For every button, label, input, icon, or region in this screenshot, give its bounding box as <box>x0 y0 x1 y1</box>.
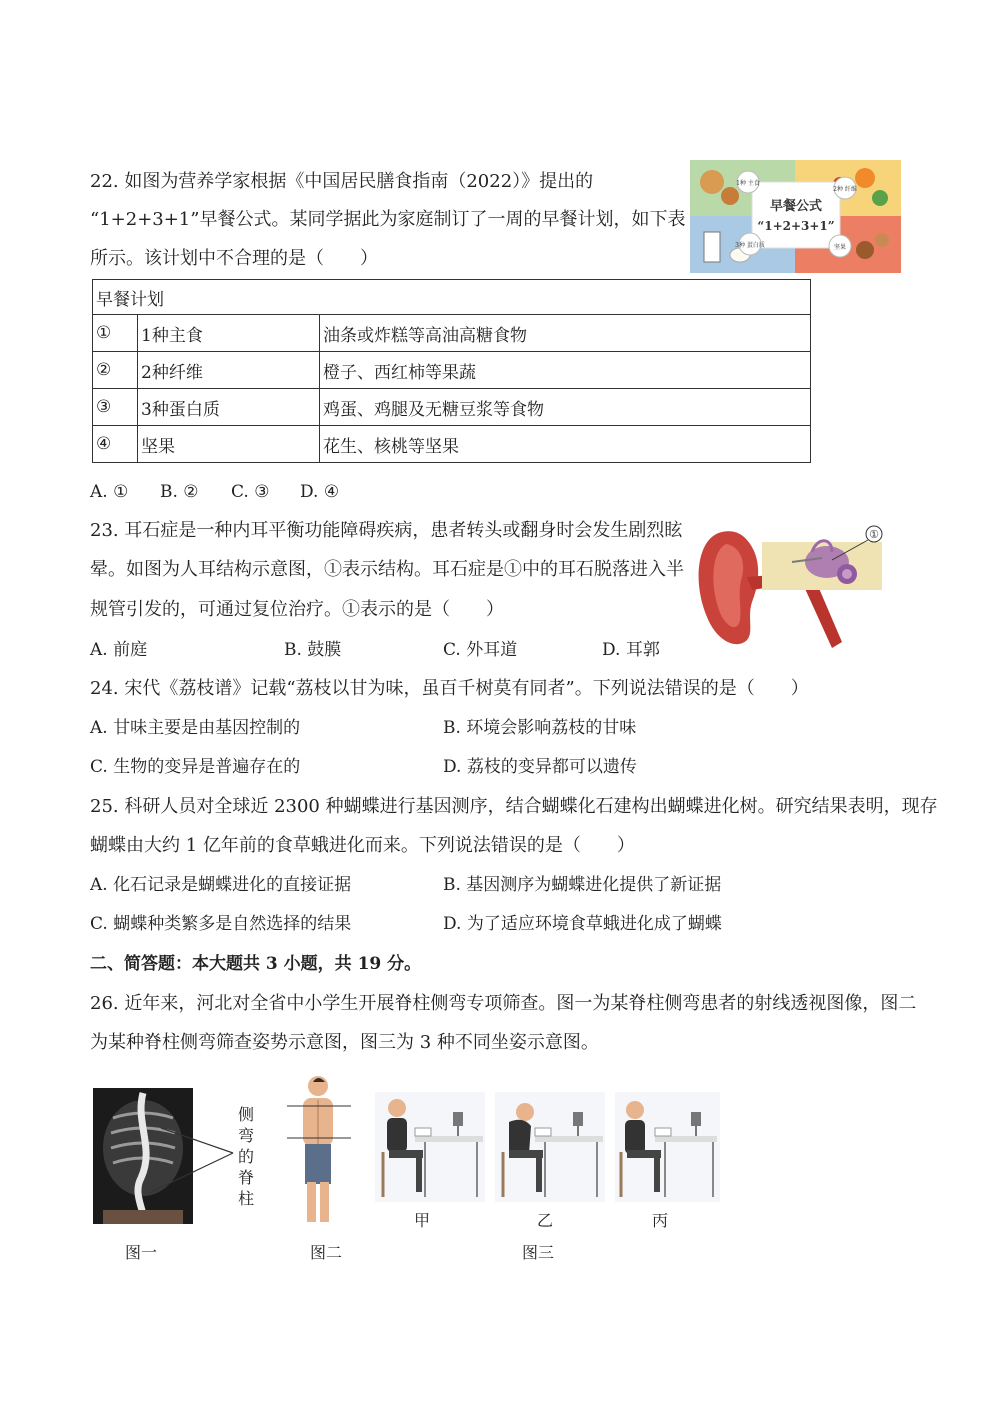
row-item: 坚果 <box>138 426 320 463</box>
q25-option-d[interactable]: D. 为了适应环境食草蛾进化成了蝴蝶 <box>443 914 722 934</box>
q22-option-d[interactable]: D. ④ <box>300 482 340 502</box>
q25-option-c[interactable]: C. 蝴蝶种类繁多是自然选择的结果 <box>90 914 352 934</box>
q24-option-c[interactable]: C. 生物的变异是普遍存在的 <box>90 757 301 777</box>
breakfast-br-label: 坚果 <box>833 244 847 251</box>
sitting-postures-figure <box>375 1092 720 1207</box>
q22-line-3: 所示。该计划中不合理的是（ ） <box>90 248 378 269</box>
breakfast-bl-label: 3种 蛋白质 <box>735 242 765 249</box>
figure-caption-2: 图二 <box>310 1243 343 1262</box>
standing-posture-figure <box>285 1072 355 1232</box>
q24-line-1: 24. 宋代《荔枝谱》记载“荔枝以甘为味，虽百千树莫有同者”。下列说法错误的是（ ） <box>90 678 809 699</box>
breakfast-plan-table <box>92 279 811 463</box>
posture-label-jia: 甲 <box>414 1211 431 1230</box>
row-number: ④ <box>93 426 138 463</box>
q23-line-2: 晕。如图为人耳结构示意图，①表示结构。耳石症是①中的耳石脱落进入半 <box>90 559 684 580</box>
breakfast-formula-text: “1+2+3+1” <box>757 219 835 233</box>
ear-label-1: ① <box>869 528 879 541</box>
q23-line-1: 23. 耳石症是一种内耳平衡功能障碍疾病，患者转头或翻身时会发生剧烈眩 <box>90 520 683 541</box>
spine-label-char: 柱 <box>237 1189 254 1208</box>
posture-jia-drawing <box>375 1092 485 1202</box>
q25-line-1: 25. 科研人员对全球近 2300 种蝴蝶进行基因测序，结合蝴蝶化石建构出蝴蝶进化树。研究结果表明，现存 <box>90 796 938 817</box>
spine-xray-figure <box>93 1088 258 1228</box>
spine-label-char: 侧 <box>237 1105 254 1124</box>
q23-option-b[interactable]: B. 鼓膜 <box>284 640 342 660</box>
spine-label-char: 的 <box>237 1147 254 1166</box>
q22-option-b[interactable]: B. ② <box>160 482 199 502</box>
spine-label <box>236 1104 256 1209</box>
q26-line-1: 26. 近年来，河北对全省中小学生开展脊柱侧弯专项筛查。图一为某脊柱侧弯患者的射线透视图像，图二 <box>90 993 917 1014</box>
q26-line-2: 为某种脊柱侧弯筛查姿势示意图，图三为 3 种不同坐姿示意图。 <box>90 1032 599 1053</box>
table-row <box>93 426 811 463</box>
row-number: ③ <box>93 389 138 426</box>
q22-option-a[interactable]: A. ① <box>90 482 129 502</box>
q22-line-2: “1+2+3+1”早餐公式。某同学据此为家庭制订了一周的早餐计划，如下表 <box>90 209 686 230</box>
figure-caption-3: 图三 <box>522 1243 555 1262</box>
q25-option-b[interactable]: B. 基因测序为蝴蝶进化提供了新证据 <box>443 875 722 895</box>
q23-option-d[interactable]: D. 耳郭 <box>602 640 660 660</box>
q25-option-a[interactable]: A. 化石记录是蝴蝶进化的直接证据 <box>90 875 352 895</box>
q24-option-d[interactable]: D. 荔枝的变异都可以遗传 <box>443 757 637 777</box>
row-description: 花生、核桃等坚果 <box>320 426 811 463</box>
row-item: 2种纤维 <box>138 352 320 389</box>
q24-option-b[interactable]: B. 环境会影响荔枝的甘味 <box>443 718 637 738</box>
posture-label-yi: 乙 <box>537 1211 554 1230</box>
q25-line-2: 蝴蝶由大约 1 亿年前的食草蛾进化而来。下列说法错误的是（ ） <box>90 835 635 856</box>
table-row <box>93 315 811 352</box>
table-row <box>93 389 811 426</box>
section-title: 二、简答题：本大题共 3 小题，共 19 分。 <box>90 954 422 974</box>
breakfast-tl-label: 1种 主食 <box>736 180 760 187</box>
breakfast-formula-image <box>690 160 901 273</box>
row-description: 鸡蛋、鸡腿及无糖豆浆等食物 <box>320 389 811 426</box>
row-item: 1种主食 <box>138 315 320 352</box>
table-header-cell: 早餐计划 <box>93 280 811 315</box>
posture-bing-drawing <box>615 1092 720 1202</box>
posture-yi-drawing <box>495 1092 605 1202</box>
table-row <box>93 352 811 389</box>
row-number: ① <box>93 315 138 352</box>
row-description: 油条或炸糕等高油高糖食物 <box>320 315 811 352</box>
table-header-row <box>93 280 811 315</box>
spine-label-char: 脊 <box>237 1168 254 1187</box>
figure-caption-1: 图一 <box>125 1243 158 1262</box>
ear-structure-diagram <box>692 522 892 652</box>
q22-option-c[interactable]: C. ③ <box>231 482 270 502</box>
row-description: 橙子、西红柿等果蔬 <box>320 352 811 389</box>
breakfast-tr-label: 2种 纤维 <box>833 186 857 193</box>
row-number: ② <box>93 352 138 389</box>
q23-option-c[interactable]: C. 外耳道 <box>443 640 518 660</box>
breakfast-formula-title: 早餐公式 <box>769 199 823 214</box>
posture-label-bing: 丙 <box>652 1211 669 1230</box>
q22-line-1: 22. 如图为营养学家根据《中国居民膳食指南（2022）》提出的 <box>90 171 594 192</box>
row-item: 3种蛋白质 <box>138 389 320 426</box>
q23-line-3: 规管引发的，可通过复位治疗。①表示的是（ ） <box>90 599 504 620</box>
spine-label-char: 弯 <box>237 1126 254 1145</box>
q24-option-a[interactable]: A. 甘味主要是由基因控制的 <box>90 718 301 738</box>
q23-option-a[interactable]: A. 前庭 <box>90 640 148 660</box>
